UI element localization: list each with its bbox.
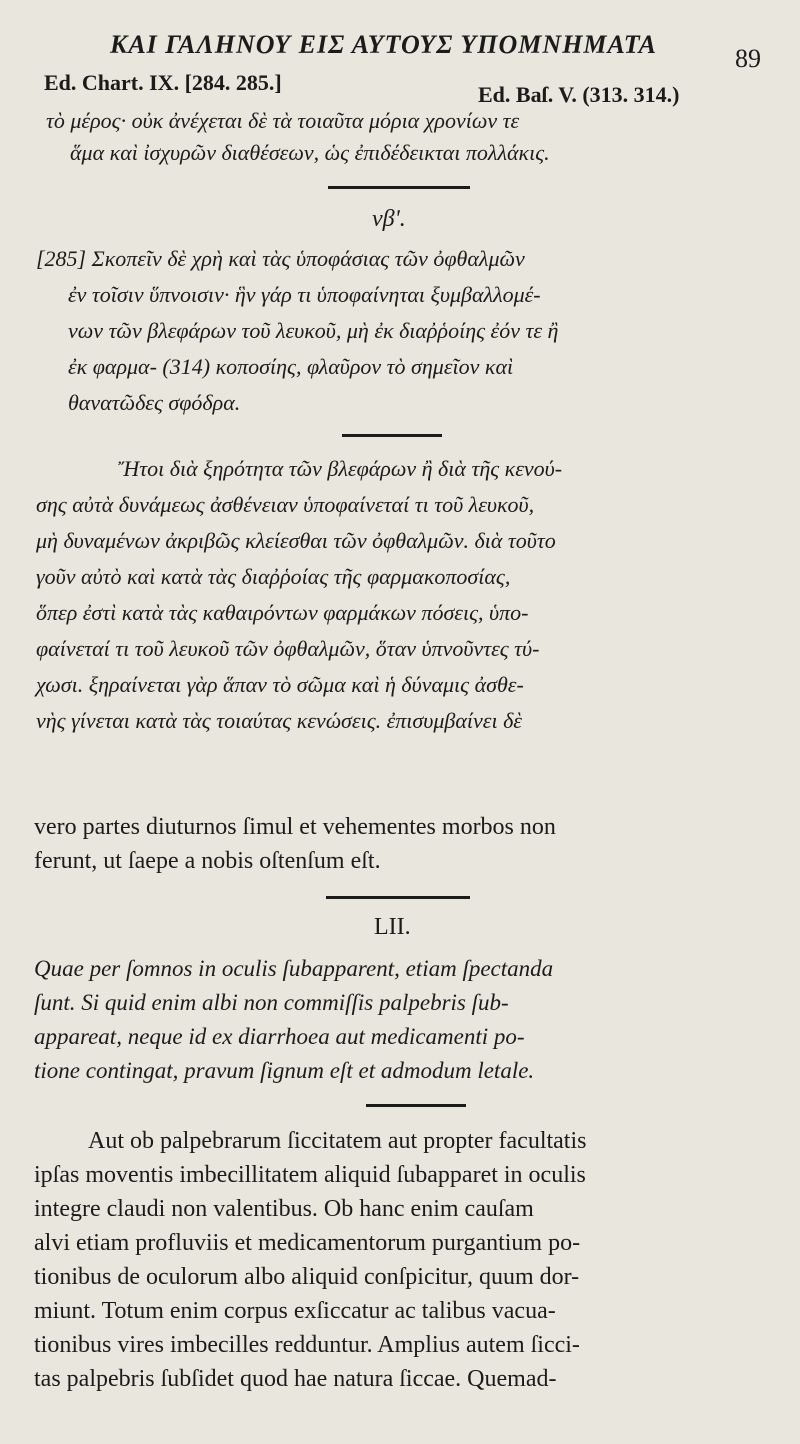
latin-aphorism-line: appareat, neque id ex diarrhoea aut medicamenti po- [34,1024,525,1049]
greek-commentary-line: νὴς γίνεται κατὰ τὰς τοιαύτας κενώσεις. ἐπισυμβαίνει δὲ [36,708,522,733]
latin-section-heading: LII. [374,914,411,940]
page-number: 89 [735,44,761,73]
greek-intro-line: ἅμα καὶ ἰσχυρῶν διαθέσεων, ὡς ἐπιδέδεικται πολλάκις. [70,140,550,165]
latin-aphorism-line: tione contingat, pravum ſignum eſt et admodum letale. [34,1058,535,1083]
latin-commentary-line: miunt. Totum enim corpus exſiccatur ac talibus vacua- [34,1298,556,1324]
running-header-title: ΚΑΙ ΓΑΛΗΝΟΥ ΕΙΣ ΑΥΤΟΥΣ ΥΠΟΜΝΗΜΑΤΑ [110,30,657,59]
greek-commentary-line: φαίνεταί τι τοῦ λευκοῦ τῶν ὀφθαλμῶν, ὅταν ὑπνοῦντες τύ- [36,636,540,661]
latin-aphorism-line: ſunt. Si quid enim albi non commiſſis palpebris ſub- [34,990,509,1015]
greek-commentary-line: γοῦν αὐτὸ καὶ κατὰ τὰς διαῤῥοίας τῆς φαρμακοποσίας, [36,564,511,589]
latin-commentary-line: ipſas moventis imbecillitatem aliquid ſubapparet in oculis [34,1162,586,1188]
edition-reference-left: Ed. Chart. IX. [284. 285.] [44,70,282,95]
latin-commentary-line: alvi etiam profluviis et medicamentorum purgantium po- [34,1230,581,1256]
greek-aphorism-line: ἐν τοῖσιν ὕπνοισιν· ἣν γάρ τι ὑποφαίνηται ξυμβαλλομέ- [68,282,541,307]
greek-commentary-line: ὅπερ ἐστὶ κατὰ τὰς καθαιρόντων φαρμάκων πόσεις, ὑπο- [36,600,529,625]
latin-aphorism-line: Quae per ſomnos in oculis ſubapparent, etiam ſpectanda [34,956,554,981]
section-divider [342,434,442,437]
greek-commentary-line: σης αὐτὰ δυνάμεως ἀσθένειαν ὑποφαίνεταί τι τοῦ λευκοῦ, [36,492,535,517]
greek-commentary-line: χωσι. ξηραίνεται γὰρ ἅπαν τὸ σῶμα καὶ ἡ δύναμις ἀσθε- [36,672,524,697]
greek-aphorism-line: νων τῶν βλεφάρων τοῦ λευκοῦ, μὴ ἐκ διαῤῥοίης ἐόν τε ἢ [68,318,559,343]
latin-intro-line: ferunt, ut ſaepe a nobis oſtenſum eſt. [34,848,381,874]
latin-commentary-line: tionibus de oculorum albo aliquid conſpicitur, quum dor- [34,1264,580,1290]
greek-aphorism-line: [285] Σκοπεῖν δὲ χρὴ καὶ τὰς ὑποφάσιας τῶν ὀφθαλμῶν [36,246,525,271]
latin-intro-line: vero partes diuturnos ſimul et vehementes morbos non [34,814,556,840]
edition-reference-right: Ed. Baſ. V. (313. 314.) [478,82,680,107]
latin-commentary-line: tas palpebris ſubſidet quod hae natura ſiccae. Quemad- [34,1366,557,1392]
section-divider [328,186,470,189]
section-divider [366,1104,466,1107]
greek-commentary-line: Ἤτοι διὰ ξηρότητα τῶν βλεφάρων ἢ διὰ τῆς κενού- [118,456,563,481]
section-divider [326,896,470,899]
greek-aphorism-line: ἐκ φαρμα- (314) κοποσίης, φλαῦρον τὸ σημεῖον καὶ [68,354,514,379]
greek-aphorism-line: θανατῶδες σφόδρα. [68,390,241,415]
greek-intro-line: τὸ μέρος· οὐκ ἀνέχεται δὲ τὰ τοιαῦτα μόρια χρονίων τε [46,108,520,133]
greek-section-heading: νβʹ. [372,206,406,232]
latin-commentary-line: integre claudi non valentibus. Ob hanc enim cauſam [34,1196,534,1222]
latin-commentary-line: tionibus vires imbecilles redduntur. Amplius autem ſicci- [34,1332,580,1358]
greek-commentary-line: μὴ δυναμένων ἀκριβῶς κλείεσθαι τῶν ὀφθαλμῶν. διὰ τοῦτο [36,528,556,553]
latin-commentary-line: Aut ob palpebrarum ſiccitatem aut propter facultatis [88,1128,587,1154]
